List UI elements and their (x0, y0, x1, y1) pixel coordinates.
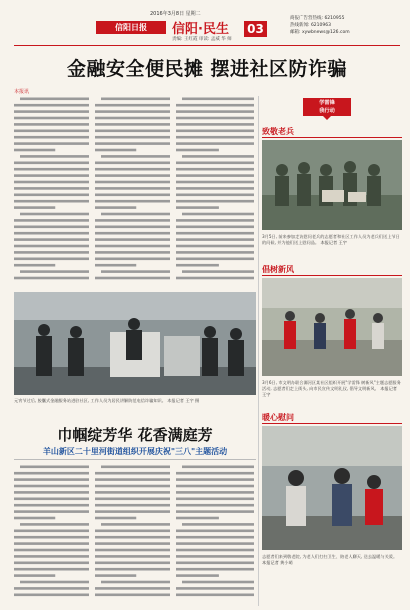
text-line (176, 549, 254, 552)
text-line (95, 574, 136, 577)
article-column-1 (14, 96, 89, 286)
secondary-subhead: 羊山新区二十里河街道组织开展庆祝"三八"主题活动 (42, 447, 228, 456)
text-line (176, 149, 219, 152)
sidebar-rule-2 (262, 275, 402, 276)
text-line (182, 155, 254, 158)
text-line (182, 98, 254, 101)
text-line (101, 523, 170, 526)
article-column-2 (95, 96, 170, 286)
text-line (95, 123, 170, 126)
caption-text: 3月6日, 市文明办联合浉河区某社区组织开展"学雷锋 树新风"主题志愿服务活动, 志愿者们走上街头, 向市民宣传文明礼仪, 倡导文明新风。 (262, 380, 401, 392)
text-line (95, 517, 136, 520)
photo-civility (262, 278, 402, 376)
text-line (14, 594, 89, 597)
text-line (95, 181, 170, 184)
text-line (176, 478, 254, 481)
text-line (95, 110, 170, 113)
text-line (176, 542, 254, 545)
text-line (95, 232, 170, 235)
text-line (95, 594, 170, 597)
text-line (176, 555, 254, 558)
text-line (176, 245, 254, 248)
photo-caption-civility (262, 380, 402, 416)
section-title: 信阳·民生 (172, 22, 229, 37)
text-line (176, 200, 254, 203)
text-line (14, 117, 89, 120)
text-line (95, 136, 170, 139)
text-line (176, 264, 219, 267)
volunteer-tag-text: 学雷锋 我行动 (319, 100, 335, 114)
page-number: 03 (244, 21, 267, 37)
text-line (176, 574, 219, 577)
text-line (176, 142, 254, 145)
body-text-lines (14, 96, 89, 286)
text-line (101, 155, 170, 158)
text-line (14, 498, 89, 501)
text-line (176, 168, 254, 171)
text-line (14, 168, 89, 171)
text-line (176, 485, 254, 488)
text-line (14, 226, 89, 229)
text-line (14, 530, 89, 533)
photo-caption-care (262, 554, 402, 594)
text-line (20, 213, 89, 216)
photo-caption-veterans (262, 234, 402, 260)
text-line (95, 174, 170, 177)
secondary-headline: 巾帼绽芳华 花香满庭芳 (57, 426, 213, 444)
text-line (176, 232, 254, 235)
body-text-lines (176, 464, 254, 604)
text-line (95, 536, 170, 539)
text-line (176, 162, 254, 165)
text-line (176, 568, 254, 571)
main-headline: 金融安全便民摊 摆进社区防诈骗 (66, 58, 348, 80)
text-line (95, 472, 170, 475)
text-line (176, 536, 254, 539)
text-line (176, 277, 254, 280)
article-column-3 (176, 96, 254, 286)
text-line (176, 504, 254, 507)
text-line (14, 510, 89, 513)
sidebar-head-3: 暖心慰问 (262, 413, 294, 422)
text-line (182, 270, 254, 273)
text-line (14, 277, 89, 280)
text-line (182, 523, 254, 526)
email-address: 邮箱: xywbnews@126.com (290, 30, 350, 35)
text-line (101, 213, 170, 216)
text-line (182, 466, 254, 469)
text-line (176, 174, 254, 177)
text-line (176, 472, 254, 475)
text-line (14, 587, 89, 590)
text-line (95, 206, 136, 209)
text-line (14, 187, 89, 190)
text-line (14, 123, 89, 126)
text-line (176, 110, 254, 113)
text-line (176, 258, 254, 261)
text-line (20, 98, 89, 101)
text-line (182, 213, 254, 216)
text-line (95, 498, 170, 501)
text-line (95, 258, 170, 261)
text-line (176, 517, 219, 520)
text-line (14, 200, 89, 203)
photo-caption-main (14, 398, 256, 404)
text-line (176, 251, 254, 254)
text-line (176, 510, 254, 513)
text-line (14, 568, 89, 571)
photo-veterans (262, 140, 402, 230)
secondary-divider (14, 459, 256, 460)
text-line (95, 130, 170, 133)
text-line (14, 174, 89, 177)
text-line (95, 187, 170, 190)
text-line (14, 219, 89, 222)
text-line (14, 542, 89, 545)
text-line (101, 98, 170, 101)
text-line (14, 245, 89, 248)
text-line (14, 517, 55, 520)
photo-credit: 本报记者 王宇 摄 (167, 398, 200, 403)
text-line (14, 258, 89, 261)
text-line (14, 504, 89, 507)
body-text-lines (14, 464, 89, 604)
sidebar-head-1: 致敬老兵 (262, 127, 294, 136)
text-line (20, 581, 89, 584)
text-line (20, 270, 89, 273)
text-line (176, 587, 254, 590)
text-line (14, 472, 89, 475)
photo-financial-booth (14, 292, 256, 395)
text-line (95, 200, 170, 203)
sidebar-rule-3 (262, 423, 402, 424)
article-column-4 (14, 464, 89, 604)
text-line (20, 466, 89, 469)
text-line (14, 104, 89, 107)
text-line (176, 219, 254, 222)
text-line (95, 194, 170, 197)
text-line (95, 245, 170, 248)
caption-text: 3月5日, 前来参加走访慰问老兵的志愿者和社区工作人员为老兵们送上节日的问候, 并为他们送上慰问品。 (262, 234, 400, 246)
text-line (95, 530, 170, 533)
text-line (14, 485, 89, 488)
text-line (14, 264, 55, 267)
text-line (95, 162, 170, 165)
text-line (95, 510, 170, 513)
text-line (14, 194, 89, 197)
text-line (95, 264, 136, 267)
text-line (176, 117, 254, 120)
text-line (176, 181, 254, 184)
text-line (95, 142, 170, 145)
text-line (95, 238, 170, 241)
text-line (14, 130, 89, 133)
text-line (95, 491, 170, 494)
caption-text: 元宵节过后, 胶囊式金融服务站进驻社区, 工作人员为居民讲解防范电信诈骗知识。 (14, 398, 166, 403)
text-line (182, 581, 254, 584)
column-divider (258, 96, 259, 606)
text-line (14, 142, 89, 145)
text-line (176, 136, 254, 139)
issue-date: 2016年3月8日 星期二 (150, 11, 201, 17)
text-line (101, 270, 170, 273)
text-line (14, 251, 89, 254)
text-line (14, 491, 89, 494)
text-line (14, 478, 89, 481)
text-line (95, 219, 170, 222)
text-line (95, 478, 170, 481)
photo-credit: 本报记者 王宇 (262, 386, 397, 398)
text-line (14, 562, 89, 565)
text-line (14, 555, 89, 558)
text-line (176, 130, 254, 133)
text-line (95, 485, 170, 488)
text-line (14, 162, 89, 165)
body-text-lines (176, 96, 254, 286)
contact-info (290, 15, 400, 36)
text-line (95, 587, 170, 590)
text-line (95, 117, 170, 120)
text-line (14, 574, 55, 577)
article-column-5 (95, 464, 170, 604)
text-line (176, 123, 254, 126)
text-line (95, 251, 170, 254)
sidebar-rule-1 (262, 137, 402, 138)
photo-credit: 本报记者 黄小萌 (262, 560, 293, 566)
photo-care-visit (262, 426, 402, 550)
text-line (101, 581, 170, 584)
newspaper-logo: 信阳日报 (96, 21, 166, 34)
sidebar-head-2: 倡树新风 (262, 265, 294, 274)
text-line (95, 277, 170, 280)
text-line (14, 238, 89, 241)
text-line (20, 523, 89, 526)
body-text-lines (95, 464, 170, 604)
text-line (95, 104, 170, 107)
text-line (176, 530, 254, 533)
text-line (95, 542, 170, 545)
text-line (95, 555, 170, 558)
text-line (176, 104, 254, 107)
text-line (101, 466, 170, 469)
text-line (95, 549, 170, 552)
hotline-news: 热线新闻: 6210963 (290, 23, 331, 28)
article-column-6 (176, 464, 254, 604)
text-line (176, 594, 254, 597)
text-line (176, 206, 219, 209)
text-line (20, 155, 89, 158)
volunteer-tag (303, 98, 351, 116)
header-divider (14, 45, 400, 46)
text-line (14, 206, 55, 209)
text-line (176, 491, 254, 494)
text-line (14, 136, 89, 139)
text-line (95, 568, 170, 571)
text-line (14, 536, 89, 539)
text-line (95, 562, 170, 565)
text-line (176, 562, 254, 565)
text-line (14, 149, 55, 152)
text-line (95, 226, 170, 229)
editor-credits: 责编: 王红霞 审读: 孟威 华 师 (172, 37, 232, 42)
text-line (95, 149, 136, 152)
text-line (14, 110, 89, 113)
text-line (14, 181, 89, 184)
text-line (176, 187, 254, 190)
text-line (176, 238, 254, 241)
body-text-lines (95, 96, 170, 286)
text-line (176, 194, 254, 197)
article-byline: 本报讯 (14, 89, 30, 95)
text-line (95, 168, 170, 171)
text-line (14, 232, 89, 235)
caption-text: 志愿者们来到敬老院, 为老人们打扫卫生、陪老人聊天, 送去温暖与关爱。 (262, 554, 398, 559)
text-line (176, 226, 254, 229)
hotline-ad: 商报广告营热线: 6210955 (290, 16, 345, 21)
photo-credit: 本报记者 王宇 (320, 240, 347, 246)
text-line (176, 498, 254, 501)
text-line (14, 549, 89, 552)
text-line (95, 504, 170, 507)
